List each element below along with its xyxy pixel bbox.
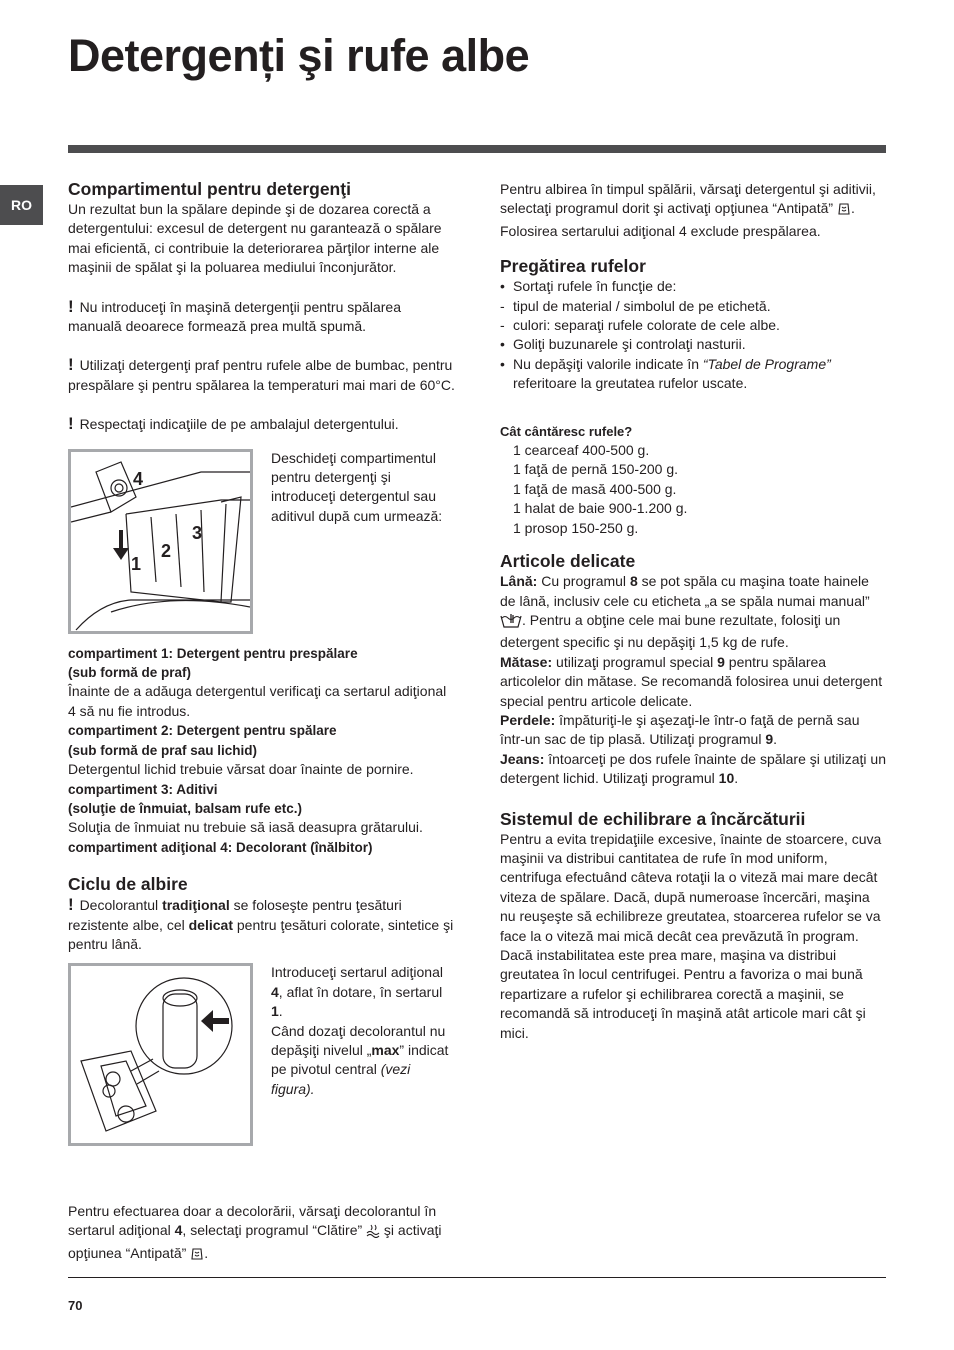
compartment-3-subtitle: (soluţie de înmuiat, balsam rufe etc.) — [68, 800, 303, 816]
warning-icon: ! — [68, 355, 74, 375]
weigh-heading: Cât cântăresc rufele? — [500, 423, 633, 439]
warning-icon: ! — [68, 414, 74, 434]
delicate-heading: Articole delicate — [500, 551, 636, 572]
compartment-heading: Compartimentul pentru detergenţi — [68, 179, 351, 199]
list-item: • Goliţi buzunarele şi controlaţi nasturii. — [500, 336, 746, 353]
compartment-2-text: Detergentul lichid trebuie vărsat doar înainte de pornire. — [68, 761, 414, 778]
bleach-figure-caption: Introduceţi sertarul adiţional 4, aflat în dotare, în sertarul 1. Când dozaţi decolorantul nu depăşiţi nivelul „max” indicat pe pivotul central (vezi figura). — [271, 964, 449, 1097]
compartment-2-title: compartiment 2: Detergent pentru spălare — [68, 723, 337, 739]
list-item: • Nu depăşiţi valorile indicate în “Tabel de Programe” referitoare la greutatea rufelor uscate. — [500, 355, 831, 392]
bleach-exclude-note: Folosirea sertarului adiţional 4 exclude prespălarea. — [500, 222, 821, 239]
language-tab: RO — [0, 185, 43, 225]
delicate-jeans: Jeans: întoarceţi pe dos rufele înainte de spălare şi utilizaţi un detergent lichid. Utilizaţi programul 10. — [500, 750, 887, 787]
bleach-intro: ! Decolorantul tradiţional se foloseşte pentru ţesături rezistente albe, cel delicat pentru ţesături colorate, sintetice şi pentru lână. — [68, 895, 454, 952]
compartment-intro: Un rezultat bun la spălare depinde şi de dozarea corectă a detergentului: excesul de detergent nu garantează o spălare mai eficientă, ci contribuie la deteriorarea părţilor interne ale maşinii de spălat şi la poluarea mediului înconjurător. — [68, 201, 442, 276]
anti-crease-icon — [837, 201, 851, 221]
left-column — [68, 178, 456, 1146]
list-item: 1 prosop 150-250 g. — [513, 519, 639, 536]
warning-3: ! Respectaţi indicaţiile de pe ambalajul detergentului. — [68, 414, 399, 434]
page-number: 70 — [68, 1298, 83, 1313]
list-item: - tipul de material / simbolul de pe etichetă. — [500, 297, 771, 314]
compartment-1-text: Înainte de a adăuga detergentul verificaţi ca sertarul adiţional 4 să nu fie introdus. — [68, 683, 447, 719]
footer-divider — [68, 1277, 886, 1278]
title-divider — [68, 145, 886, 153]
bleach-only-paragraph: Pentru efectuarea doar a decolorării, vărsaţi decolorantul în sertarul adiţional 4, selectaţi programul “Clătire” şi activaţi opţiunea “Antipată” . — [68, 1202, 456, 1266]
warning-2: ! Utilizaţi detergenţi praf pentru rufele albe de bumbac, pentru prespălare şi pentru spălarea la temperaturi mai mari de 60°C. — [68, 355, 455, 393]
hand-wash-icon — [500, 612, 522, 633]
anti-crease-icon — [190, 1246, 204, 1266]
bleach-container-illustration — [71, 966, 250, 1143]
dispenser-figure — [68, 449, 253, 634]
warning-icon: ! — [68, 296, 74, 316]
delicate-silk: Mătase: utilizaţi programul special 9 pentru spălarea articolelor din mătase. Se recomandă folosirea unui detergent special pentru articole delicate. — [500, 653, 883, 709]
prep-heading: Pregătirea rufelor — [500, 256, 646, 277]
bleach-heading: Ciclu de albire — [68, 874, 188, 895]
right-column — [500, 180, 888, 1043]
dispenser-caption: Deschideţi compartimentul pentru detergenţi şi introduceţi detergentul sau aditivul după cum urmează: — [271, 449, 443, 524]
label-3: 3 — [192, 522, 203, 543]
list-item: 1 cearceaf 400-500 g. — [513, 442, 650, 459]
weigh-list — [500, 441, 888, 538]
list-item: 1 halat de baie 900-1.200 g. — [513, 500, 688, 517]
list-item: - culori: separaţi rufele colorate de cele albe. — [500, 317, 780, 334]
label-1: 1 — [131, 553, 142, 574]
list-item: 1 faţă de masă 400-500 g. — [513, 480, 677, 497]
compartment-4-title: compartiment adiţional 4: Decolorant (înălbitor) — [68, 839, 373, 855]
list-item: • Sortaţi rufele în funcţie de: — [500, 278, 677, 295]
bleach-figure — [68, 963, 253, 1146]
warning-icon: ! — [68, 895, 74, 915]
balance-heading: Sistemul de echilibrare a încărcăturii — [500, 808, 806, 829]
compartment-1-title: compartiment 1: Detergent pentru prespălare — [68, 645, 358, 661]
page-title: Detergenți şi rufe albe — [68, 30, 530, 81]
balance-text: Pentru a evita trepidaţiile excesive, înainte de stoarcere, cuva maşinii va distribui cantitatea de rufe în mod uniform, centrifuga efectuând câteva rotaţii la o viteză mai mare decât viteza de spălare. Dacă, după numeroase încercări, maşina nu reuşeşte să echilibreze greutatea, stoarcerea rufelor se va face la o viteză mai mică decât cea prevăzută în program. Dacă instabilitatea este prea mare, maşina va distribui greutatea în locul centrifugei. Pentru a favoriza o mai bună repartizare a rufelor şi echilibrarea corectă a maşinii, se recomandă să introduceţi în maşină atât articole mari cât şi mici. — [500, 830, 882, 1041]
delicate-curtains: Perdele: împăturiţi-le şi aşezaţi-le într-o faţă de pernă sau într-un sac de tip plasă. Utilizaţi programul 9. — [500, 711, 860, 748]
compartment-2-subtitle: (sub formă de praf sau lichid) — [68, 742, 258, 758]
prep-list — [500, 277, 888, 393]
label-2: 2 — [161, 540, 172, 561]
warning-1: ! Nu introduceţi în maşină detergenţii pentru spălarea manuală deoarece formează prea multă spumă. — [68, 296, 401, 335]
list-item: 1 faţă de pernă 150-200 g. — [513, 461, 679, 478]
rinse-icon — [366, 1224, 380, 1243]
compartment-1-subtitle: (sub formă de praf) — [68, 665, 192, 681]
bleach-continued: Pentru albirea în timpul spălării, vărsaţi detergentul şi aditivii, selectaţi programul dorit şi activaţi opţiunea “Antipată” . — [500, 180, 888, 222]
label-4: 4 — [133, 468, 144, 489]
compartment-3-text: Soluţia de înmuiat nu trebuie să iasă deasupra grătarului. — [68, 819, 423, 836]
delicate-wool: Lână: Cu programul 8 se pot spăla cu maşina toate hainele de lână, inclusiv cele cu eticheta „a se spăla numai manual” . Pentru a obţine cele mai bune rezultate, folosiţi un detergent specific şi nu depăşiţi 1,5 kg de rufe. — [500, 573, 870, 651]
compartment-3-title: compartiment 3: Aditivi — [68, 781, 218, 797]
